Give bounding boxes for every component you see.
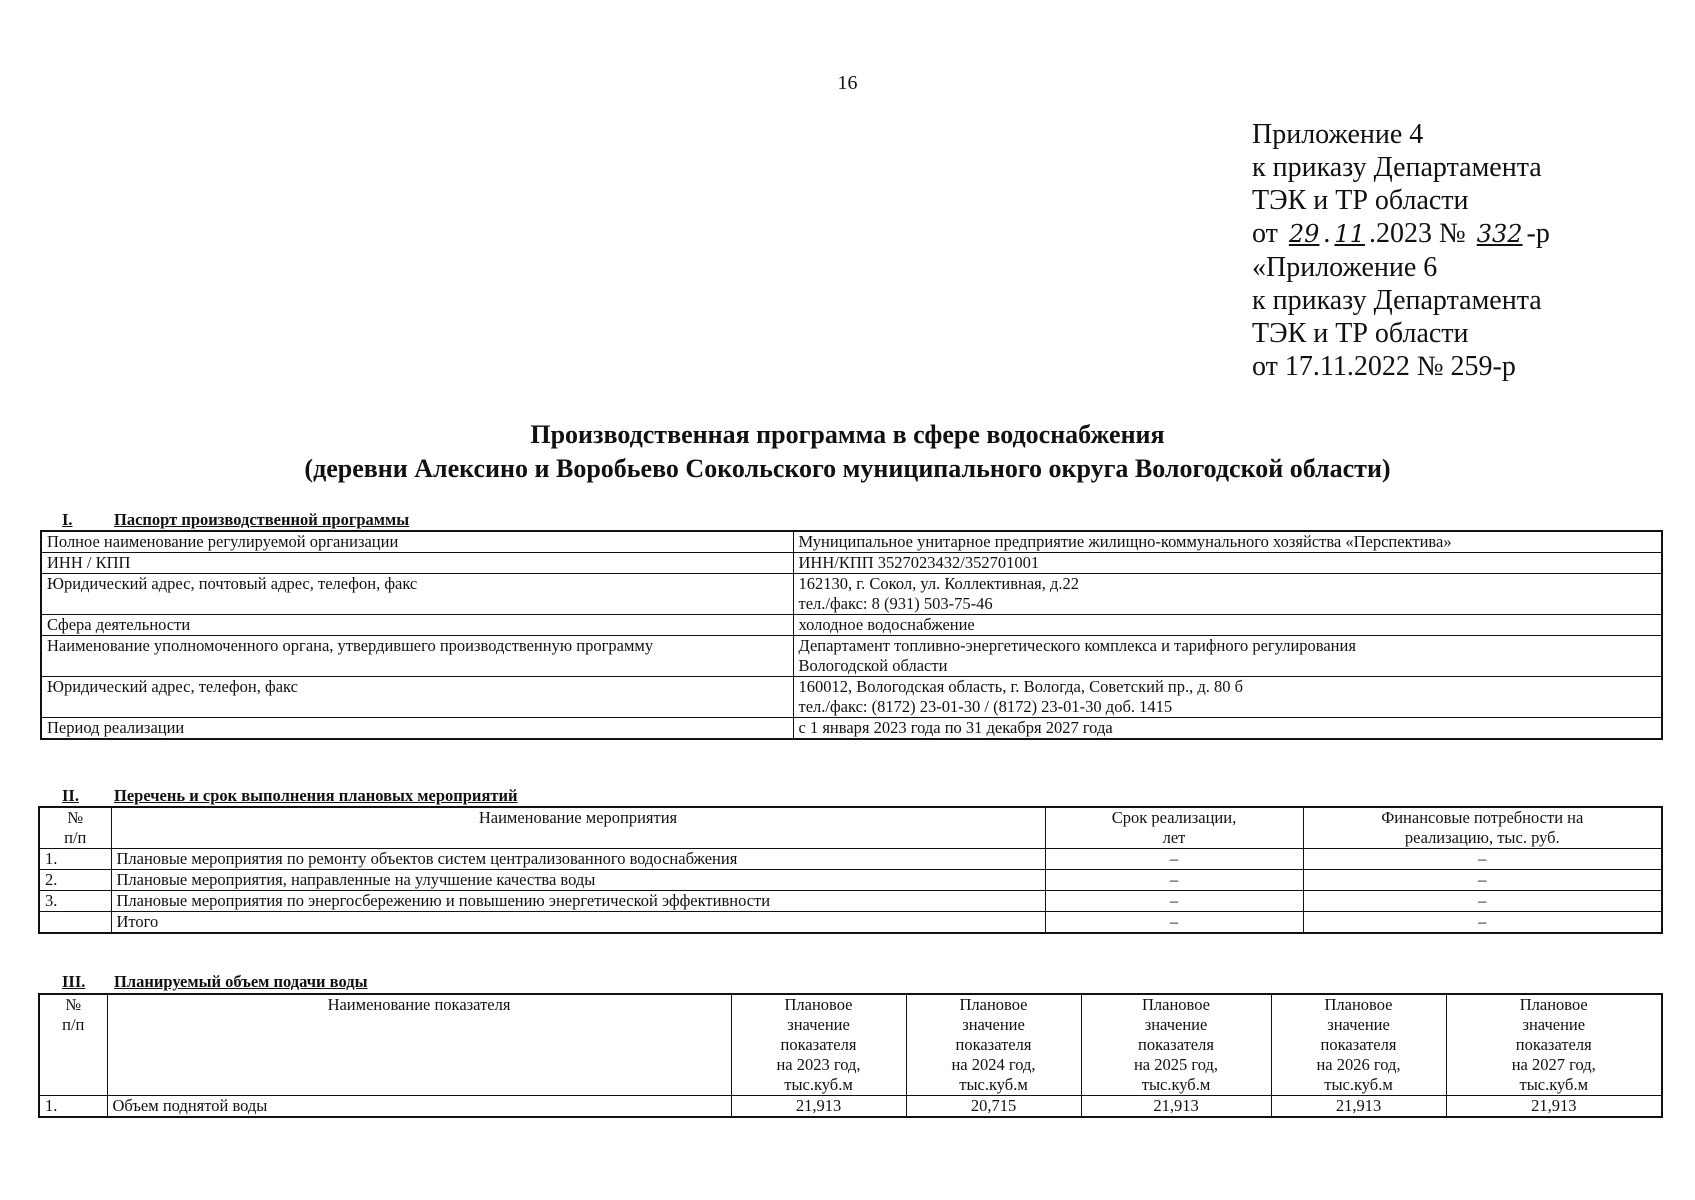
table-header-row	[39, 994, 1662, 1096]
cell: –	[1303, 849, 1662, 870]
title-line-2: (деревни Алексино и Воробьево Сокольского муниципального округа Вологодской области)	[304, 454, 1391, 483]
table-row	[39, 891, 1662, 912]
cell: 21,913	[1081, 1096, 1271, 1118]
header-cell-2027: Плановое значение показателя на 2027 год, тыс.куб.м	[1446, 994, 1662, 1096]
table-row	[41, 531, 1662, 553]
header-cell: Срок реализации, лет	[1045, 807, 1303, 849]
cell: Полное наименование регулируемой организации	[41, 531, 793, 553]
header-cell: № п/п	[39, 807, 111, 849]
cell: ИНН / КПП	[41, 553, 793, 574]
cell: Юридический адрес, почтовый адрес, телефон, факс	[41, 574, 793, 615]
date-prefix: от	[1252, 218, 1278, 249]
table-row	[41, 574, 1662, 615]
header-cell: Финансовые потребности на реализацию, тыс. руб.	[1303, 807, 1662, 849]
handwritten-month: 11	[1334, 220, 1365, 248]
handwritten-day: 29	[1288, 220, 1320, 248]
cell: 3.	[39, 891, 111, 912]
appendix-order-date: от 29 . 11 .2023 № 332 -р	[1252, 218, 1550, 249]
appendix-line: ТЭК и ТР области	[1252, 318, 1469, 349]
cell: 21,913	[1271, 1096, 1446, 1118]
water-volume-table	[38, 993, 1663, 1118]
table-row	[41, 718, 1662, 740]
table-row	[39, 849, 1662, 870]
cell: Период реализации	[41, 718, 793, 740]
cell: –	[1045, 849, 1303, 870]
passport-table	[40, 530, 1663, 740]
cell: 21,913	[1446, 1096, 1662, 1118]
page-number: 16	[837, 72, 858, 94]
cell: –	[1303, 891, 1662, 912]
cell: Юридический адрес, телефон, факс	[41, 677, 793, 718]
table-row	[39, 1096, 1662, 1118]
cell: 162130, г. Сокол, ул. Коллективная, д.22 тел./факс: 8 (931) 503-75-46	[793, 574, 1662, 615]
handwritten-order-number: 332	[1476, 220, 1523, 248]
appendix-line: «Приложение 6	[1252, 252, 1438, 283]
cell: –	[1045, 912, 1303, 934]
header-cell: Наименование мероприятия	[111, 807, 1045, 849]
cell: 160012, Вологодская область, г. Вологда, Советский пр., д. 80 б тел./факс: (8172) 23-01-30 / (8172) 23-01-30 доб. 1415	[793, 677, 1662, 718]
table-header-row	[39, 807, 1662, 849]
appendix-line: Приложение 4	[1252, 119, 1424, 150]
cell: Департамент топливно-энергетического комплекса и тарифного регулирования Вологодской области	[793, 636, 1662, 677]
header-cell: Наименование показателя	[107, 994, 731, 1096]
cell: Плановые мероприятия, направленные на улучшение качества воды	[111, 870, 1045, 891]
cell: ИНН/КПП 3527023432/352701001	[793, 553, 1662, 574]
cell: Плановые мероприятия по ремонту объектов систем централизованного водоснабжения	[111, 849, 1045, 870]
appendix-block	[1252, 118, 1550, 383]
document-title	[0, 418, 1695, 486]
header-cell-2026: Плановое значение показателя на 2026 год, тыс.куб.м	[1271, 994, 1446, 1096]
order-suffix: -р	[1526, 218, 1550, 249]
table-row	[41, 636, 1662, 677]
cell: Муниципальное унитарное предприятие жилищно-коммунального хозяйства «Перспектива»	[793, 531, 1662, 553]
section-1-heading: I. Паспорт производственной программы	[62, 510, 410, 529]
section-2-heading: II. Перечень и срок выполнения плановых мероприятий	[62, 786, 518, 805]
cell: Плановые мероприятия по энергосбережению и повышению энергетической эффективности	[111, 891, 1045, 912]
table-row	[39, 912, 1662, 934]
cell: –	[1045, 891, 1303, 912]
appendix-line: к приказу Департамента	[1252, 152, 1542, 183]
cell: холодное водоснабжение	[793, 615, 1662, 636]
table-row	[41, 677, 1662, 718]
measures-table	[38, 806, 1663, 934]
cell: 21,913	[731, 1096, 906, 1118]
cell: Объем поднятой воды	[107, 1096, 731, 1118]
cell: Наименование уполномоченного органа, утвердившего производственную программу	[41, 636, 793, 677]
cell: –	[1045, 870, 1303, 891]
table-row	[39, 870, 1662, 891]
cell: 2.	[39, 870, 111, 891]
section-3-heading: III. Планируемый объем подачи воды	[62, 972, 368, 991]
appendix-line: к приказу Департамента	[1252, 285, 1542, 316]
cell: –	[1303, 912, 1662, 934]
header-cell-2023: Плановое значение показателя на 2023 год, тыс.куб.м	[731, 994, 906, 1096]
table-row	[41, 553, 1662, 574]
cell: 1.	[39, 849, 111, 870]
cell: –	[1303, 870, 1662, 891]
cell: Сфера деятельности	[41, 615, 793, 636]
title-line-1: Производственная программа в сфере водоснабжения	[530, 420, 1165, 449]
table-row	[41, 615, 1662, 636]
header-cell: № п/п	[39, 994, 107, 1096]
date-year: .2023 №	[1368, 218, 1466, 249]
appendix-line: ТЭК и ТР области	[1252, 185, 1469, 216]
cell: 1.	[39, 1096, 107, 1118]
cell	[39, 912, 111, 934]
cell: с 1 января 2023 года по 31 декабря 2027 года	[793, 718, 1662, 740]
header-cell-2025: Плановое значение показателя на 2025 год, тыс.куб.м	[1081, 994, 1271, 1096]
cell: Итого	[111, 912, 1045, 934]
cell: 20,715	[906, 1096, 1081, 1118]
header-cell-2024: Плановое значение показателя на 2024 год, тыс.куб.м	[906, 994, 1081, 1096]
appendix-line: от 17.11.2022 № 259-р	[1252, 351, 1516, 382]
